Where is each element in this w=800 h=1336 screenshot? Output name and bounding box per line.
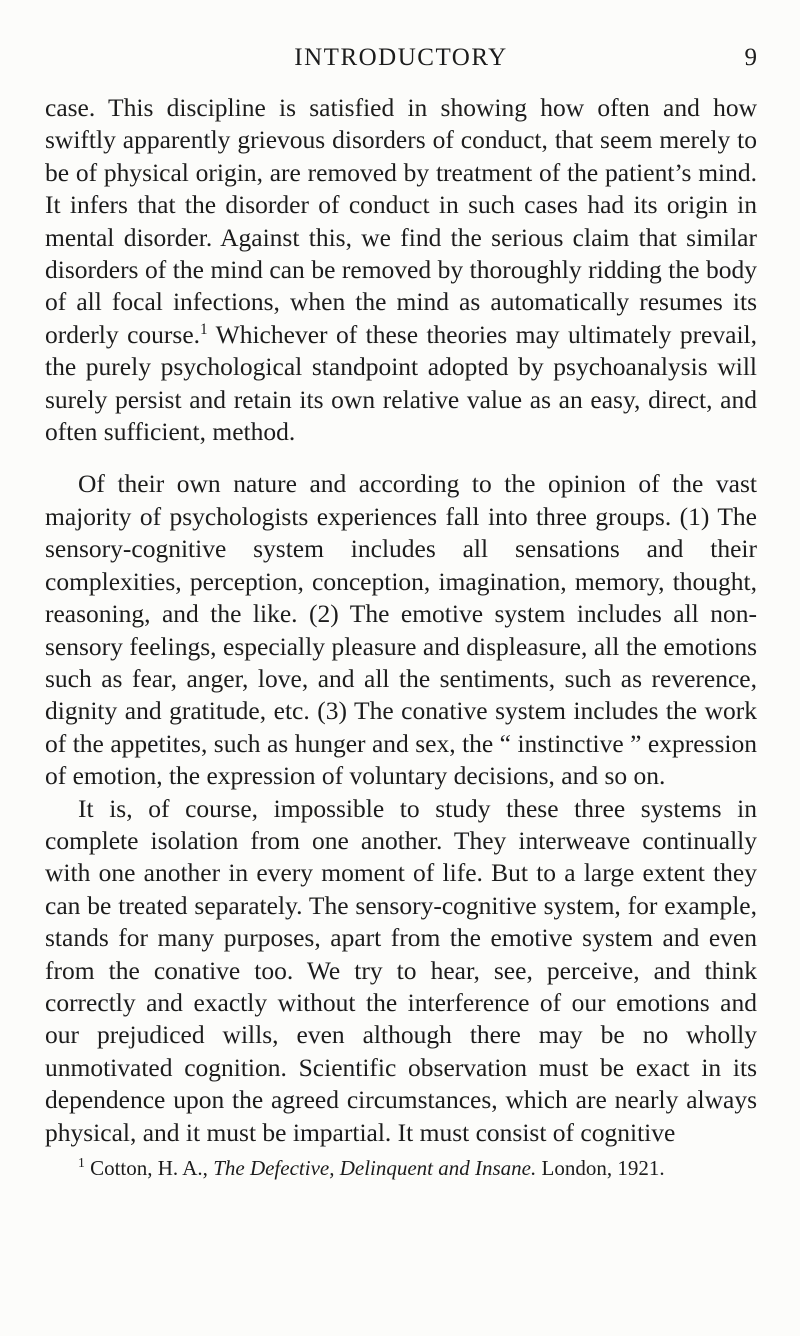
page-number: 9: [744, 44, 757, 71]
paragraph-1-text-b: Whichever of these theories may ultimately prevail, the purely psychological standpoint adopted by psychoanalysis will surely persist and retain its own relative value as an easy, direct, and often sufficient, method.: [45, 319, 757, 447]
footnote-marker: 1: [78, 1154, 85, 1170]
paragraph-3: It is, of course, impossible to study these three systems in complete isolation from one another. They interweave continually with one another in every moment of life. But to a large extent they can be treated separately. The sensory-cognitive system, for example, stands for many purposes, apart from the emotive system and even from the conative too. We try to hear, see, perceive, and think correctly and exactly without the interference of our emotions and our prejudiced wills, even although there may be no wholly unmotivated cognition. Scientific observation must be exact in its dependence upon the agreed circumstances, which are nearly always physical, and it must be impartial. It must consist of cognitive: [45, 793, 757, 1147]
footnote-rest: London, 1921.: [536, 1156, 665, 1180]
paragraph-2: Of their own nature and according to the opinion of the vast majority of psychologists experiences fall into three groups. (1) The sensory-cognitive system includes all sensations and their complexities, perception, conception, imagination, memory, thought, reasoning, and the like. (2) The emotive system includes all non-sensory feelings, especially pleasure and displeasure, all the emotions such as fear, anger, love, and all the sentiments, such as reverence, dignity and gratitude, etc. (3) The conative system includes the work of the appetites, such as hunger and sex, the “ instinctive ” expression of emotion, the expression of voluntary decisions, and so on.: [45, 469, 757, 791]
body-text: [45, 92, 757, 1182]
running-title: INTRODUCTORY: [294, 44, 508, 71]
footnote-reference: 1: [200, 320, 208, 338]
footnote: [45, 1155, 757, 1182]
footnote-title: The Defective, Delinquent and Insane.: [213, 1156, 537, 1180]
running-head: [45, 0, 757, 90]
footnote-author: Cotton, H. A.,: [84, 1156, 214, 1180]
paragraph-1: [45, 92, 757, 448]
book-page: [45, 0, 757, 1182]
paragraph-1-text-a: case. This discipline is satisfied in showing how often and how swiftly apparently grievous disorders of conduct, that seem merely to be of physical origin, are removed by treatment of the patient’s mind. It infers that the disorder of conduct in such cases had its origin in mental disorder. Against this, we find the serious claim that similar disorders of the mind can be removed by thoroughly ridding the body of all focal infections, when the mind as automatically resumes its orderly course.: [45, 93, 757, 349]
